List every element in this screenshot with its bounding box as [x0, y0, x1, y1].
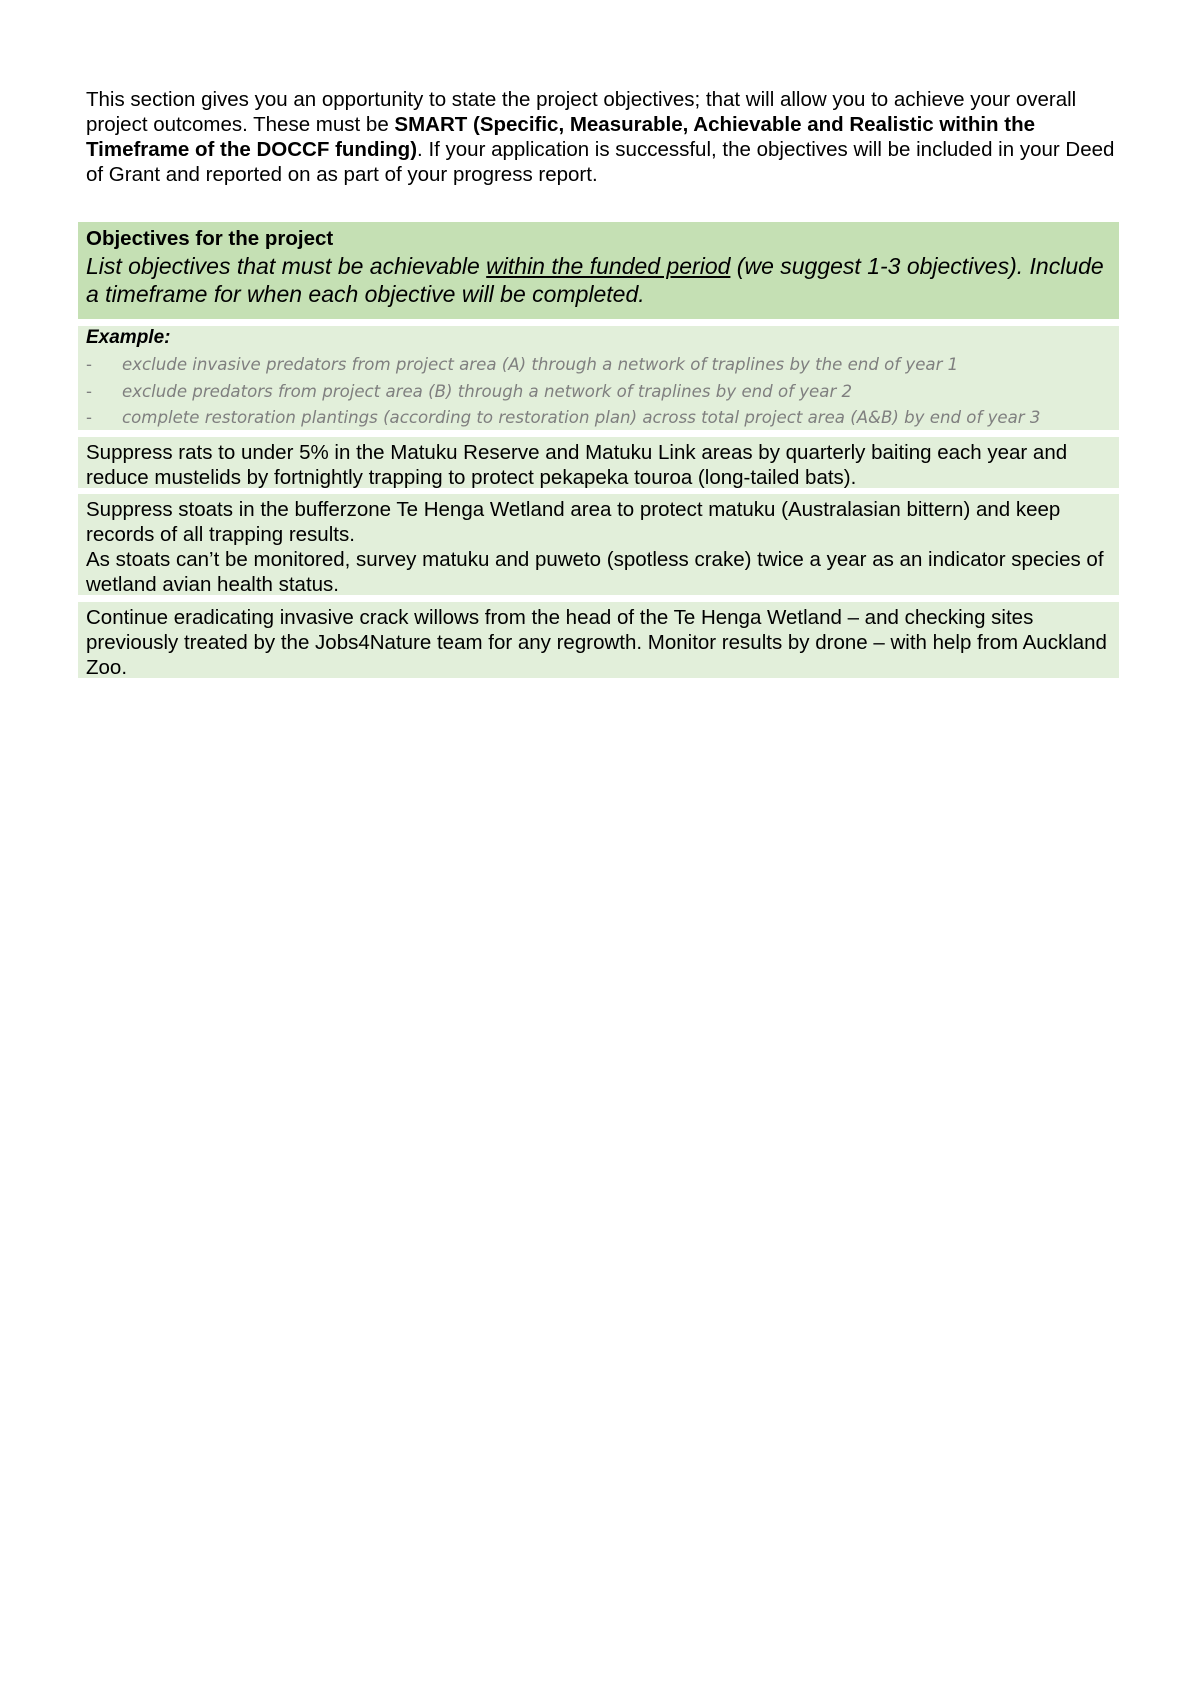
instructions-text-1: List objectives that must be achievable	[86, 253, 487, 279]
example-block	[78, 326, 1119, 430]
instructions-underlined: within the funded period	[486, 253, 731, 279]
list-dash: -	[86, 381, 92, 401]
objectives-title: Objectives for the project	[86, 227, 334, 250]
objective-1	[78, 437, 1119, 488]
objective-text: Suppress stoats in the bufferzone Te Henga Wetland area to protect matuku (Australasian bittern) and keep records of all trapping results.	[86, 498, 1061, 546]
example-item-text: exclude predators from project area (B) through a network of traplines by end of year 2	[122, 381, 853, 401]
example-item	[86, 405, 1113, 432]
objective-text: As stoats can’t be monitored, survey matuku and puweto (spotless crake) twice a year as an indicator species of wetland avian health status.	[86, 548, 1104, 596]
example-item	[86, 352, 1113, 379]
instructions-text-2: (we suggest 1-3 objectives). Include a timeframe for when each objective will be completed.	[86, 253, 1104, 307]
example-item-text: exclude invasive predators from project area (A) through a network of traplines by the end of year 1	[122, 355, 959, 374]
intro-smart-bold: SMART (Specific, Measurable, Achievable and Realistic within the Timeframe of the DOCCF funding)	[86, 113, 1036, 161]
example-item-text: complete restoration plantings (according to restoration plan) across total project area (A&B) by end of year 3	[122, 408, 1041, 427]
list-dash: -	[86, 355, 92, 374]
intro-paragraph	[86, 87, 1116, 187]
intro-text-2: . If your application is successful, the objectives will be included in your Deed of Grant and reported on as part of your progress report.	[86, 138, 1115, 186]
objective-text: Suppress rats to under 5% in the Matuku Reserve and Matuku Link areas by quarterly baiting each year and reduce mustelids by fortnightly trapping to protect pekapeka touroa (long-tailed bats).	[86, 441, 1068, 489]
objectives-header	[78, 222, 1119, 319]
objective-2	[78, 494, 1119, 595]
example-title: Example:	[86, 327, 171, 348]
objective-3	[78, 602, 1119, 678]
example-item	[86, 379, 1113, 406]
objective-text: Continue eradicating invasive crack willows from the head of the Te Henga Wetland – and checking sites previously treated by the Jobs4Nature team for any regrowth. Monitor results by drone – with help from Auckland Zoo.	[86, 606, 1107, 679]
list-dash: -	[86, 408, 92, 427]
intro-text-1: This section gives you an opportunity to state the project objectives; that will allow you to achieve your overall project outcomes. These must be	[86, 88, 1077, 136]
objectives-instructions	[86, 252, 1113, 308]
example-list	[86, 352, 1113, 432]
